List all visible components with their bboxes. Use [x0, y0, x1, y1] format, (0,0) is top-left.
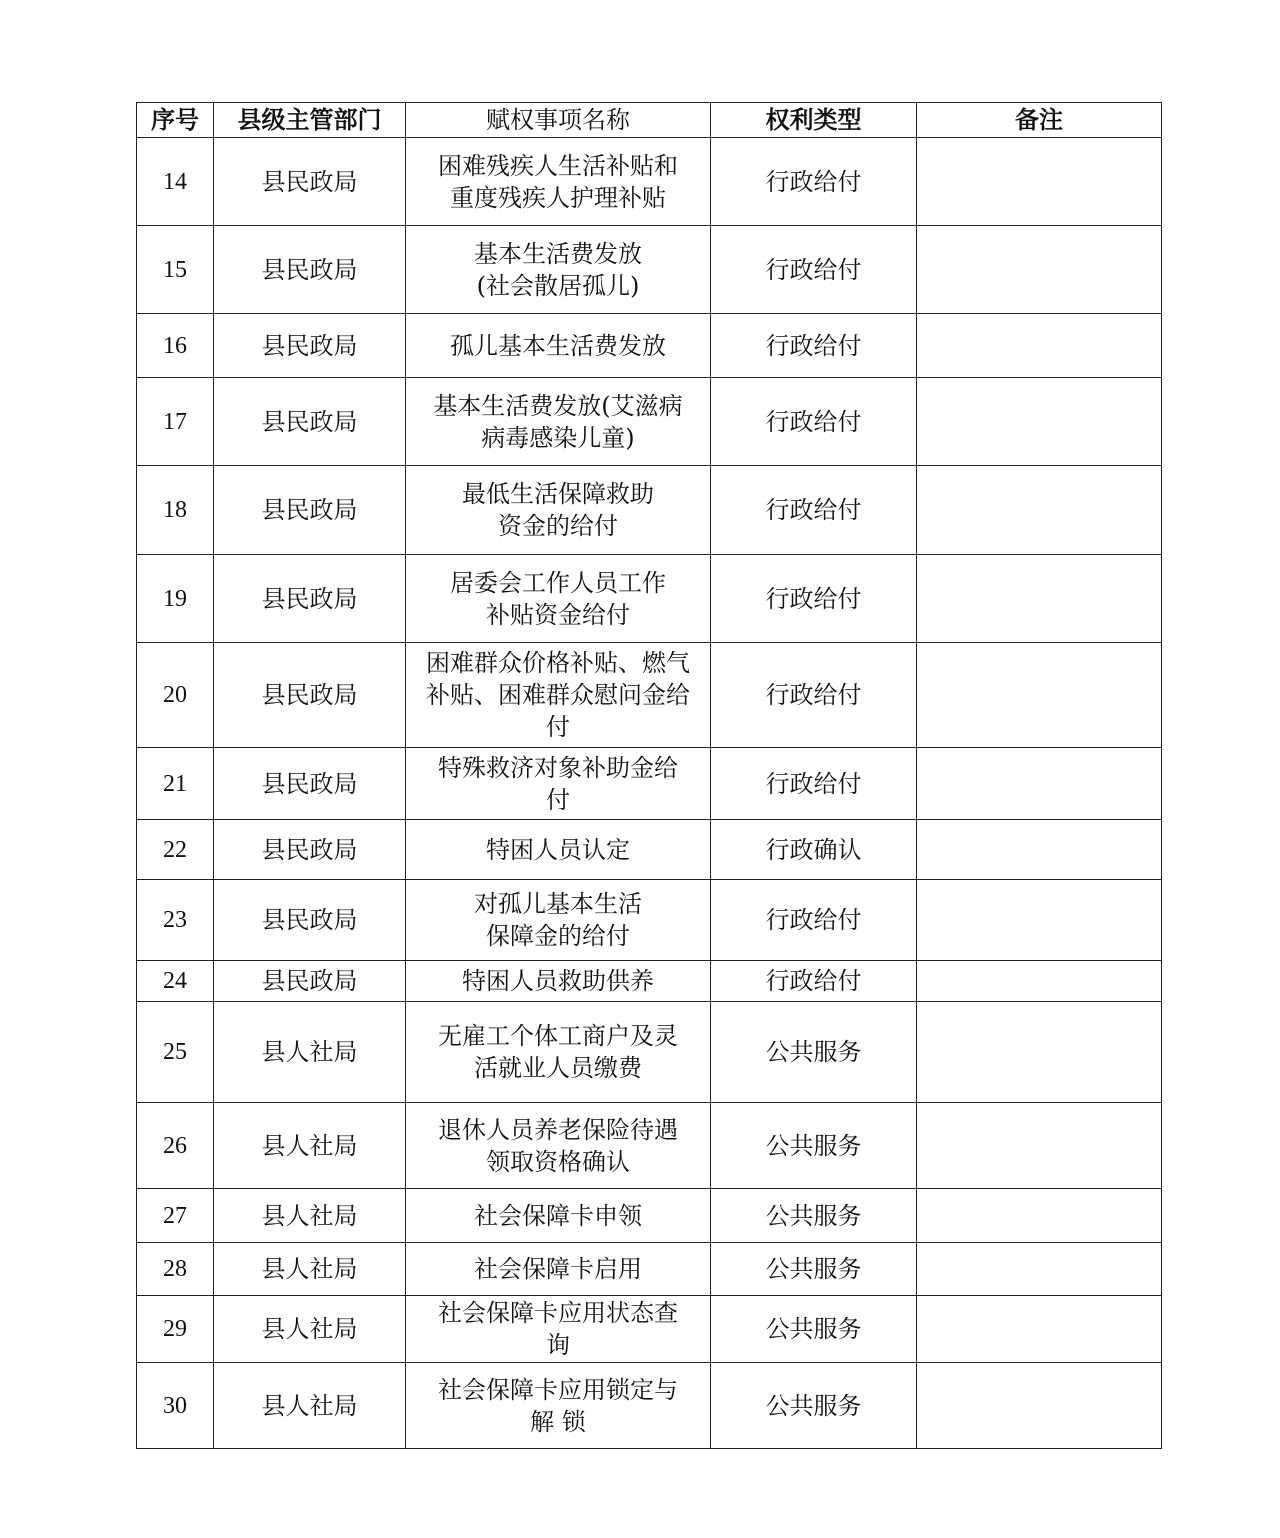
matter-name-line: 社会保障卡应用锁定与: [438, 1375, 678, 1404]
row-index: 29: [137, 1296, 214, 1363]
table-row: [137, 226, 1162, 314]
row-remarks: [917, 880, 1162, 961]
row-right-type: 行政确认: [711, 820, 917, 880]
table-row: [137, 1363, 1162, 1449]
row-right-type: 行政给付: [711, 226, 917, 314]
matter-name-line: 活就业人员缴费: [474, 1054, 642, 1082]
matter-name-line: 居委会工作人员工作: [450, 568, 666, 597]
row-right-type: 行政给付: [711, 643, 917, 748]
row-right-type: 行政给付: [711, 555, 917, 643]
row-right-type: 公共服务: [711, 1189, 917, 1243]
row-department: 县人社局: [214, 1103, 406, 1189]
table-row: [137, 1103, 1162, 1189]
row-remarks: [917, 1243, 1162, 1296]
row-remarks: [917, 1189, 1162, 1243]
row-department: 县民政局: [214, 961, 406, 1002]
row-remarks: [917, 1002, 1162, 1103]
table-row: [137, 555, 1162, 643]
row-remarks: [917, 748, 1162, 820]
row-department: 县人社局: [214, 1296, 406, 1363]
table-row: [137, 1296, 1162, 1363]
row-matter-name: [406, 748, 711, 820]
row-right-type: 行政给付: [711, 138, 917, 226]
row-department: 县民政局: [214, 555, 406, 643]
row-remarks: [917, 226, 1162, 314]
header-row: [137, 103, 1162, 138]
row-department: 县民政局: [214, 748, 406, 820]
row-right-type: 行政给付: [711, 378, 917, 466]
row-index: 24: [137, 961, 214, 1002]
matter-name-line: 病毒感染儿童): [481, 423, 635, 452]
row-matter-name: [406, 138, 711, 226]
row-matter-name: [406, 820, 711, 880]
table-row: [137, 314, 1162, 378]
row-department: 县民政局: [214, 314, 406, 378]
row-matter-name: [406, 226, 711, 314]
matters-table: [136, 102, 1162, 1449]
row-right-type: 行政给付: [711, 314, 917, 378]
matter-name-line: 询: [546, 1331, 570, 1359]
row-matter-name: [406, 880, 711, 961]
matter-name-line: 付: [546, 785, 570, 814]
row-right-type: 行政给付: [711, 748, 917, 820]
row-remarks: [917, 1296, 1162, 1363]
row-department: 县人社局: [214, 1243, 406, 1296]
row-matter-name: [406, 378, 711, 466]
matter-name-line: 社会保障卡申领: [474, 1201, 642, 1230]
matter-name-line: 保障金的给付: [486, 922, 630, 950]
row-matter-name: [406, 961, 711, 1002]
matter-name-line: 资金的给付: [498, 512, 618, 540]
row-index: 19: [137, 555, 214, 643]
row-index: 25: [137, 1002, 214, 1103]
row-right-type: 行政给付: [711, 880, 917, 961]
row-matter-name: [406, 1363, 711, 1449]
header-department: 县级主管部门: [214, 103, 406, 138]
matter-name-line: 领取资格确认: [486, 1147, 630, 1176]
matter-name-line: 社会保障卡启用: [474, 1255, 642, 1283]
row-matter-name: [406, 643, 711, 748]
row-index: 20: [137, 643, 214, 748]
matter-name-line: 困难群众价格补贴、燃气: [426, 649, 690, 677]
matter-name-line: 基本生活费发放(艾滋病: [433, 391, 683, 420]
row-matter-name: [406, 314, 711, 378]
matter-name-line: 困难残疾人生活补贴和: [438, 151, 678, 180]
row-remarks: [917, 820, 1162, 880]
row-index: 14: [137, 138, 214, 226]
row-remarks: [917, 466, 1162, 555]
row-department: 县民政局: [214, 820, 406, 880]
row-department: 县人社局: [214, 1363, 406, 1449]
row-department: 县民政局: [214, 880, 406, 961]
row-index: 23: [137, 880, 214, 961]
row-index: 18: [137, 466, 214, 555]
table-row: [137, 1243, 1162, 1296]
table-row: [137, 138, 1162, 226]
row-department: 县人社局: [214, 1189, 406, 1243]
matter-name-line: 补贴资金给付: [486, 600, 630, 629]
matter-name-line: 社会保障卡应用状态查: [438, 1299, 678, 1327]
row-department: 县民政局: [214, 466, 406, 555]
table-row: [137, 961, 1162, 1002]
row-matter-name: [406, 555, 711, 643]
header-index: 序号: [137, 103, 214, 138]
matter-name-line: 退休人员养老保险待遇: [438, 1115, 678, 1144]
header-remarks: 备注: [917, 103, 1162, 138]
row-right-type: 行政给付: [711, 961, 917, 1002]
matter-name-line: 基本生活费发放: [474, 239, 642, 268]
matter-name-line: 补贴、困难群众慰问金给: [426, 681, 690, 709]
row-department: 县人社局: [214, 1002, 406, 1103]
row-matter-name: [406, 1243, 711, 1296]
row-remarks: [917, 378, 1162, 466]
table-row: [137, 748, 1162, 820]
table-row: [137, 1189, 1162, 1243]
row-remarks: [917, 1103, 1162, 1189]
row-remarks: [917, 138, 1162, 226]
row-index: 17: [137, 378, 214, 466]
row-department: 县民政局: [214, 138, 406, 226]
table-row: [137, 378, 1162, 466]
header-right-type: 权利类型: [711, 103, 917, 138]
row-remarks: [917, 961, 1162, 1002]
row-department: 县民政局: [214, 378, 406, 466]
row-right-type: 公共服务: [711, 1103, 917, 1189]
matter-name-line: (社会散居孤儿): [476, 271, 640, 300]
matter-name-line: 孤儿基本生活费发放: [450, 331, 666, 360]
matter-name-line: 解 锁: [530, 1407, 586, 1436]
table-row: [137, 820, 1162, 880]
matter-name-line: 付: [546, 713, 570, 741]
matter-name-line: 对孤儿基本生活: [474, 890, 642, 918]
matter-name-line: 特殊救济对象补助金给: [438, 753, 678, 782]
row-remarks: [917, 314, 1162, 378]
row-index: 22: [137, 820, 214, 880]
row-department: 县民政局: [214, 643, 406, 748]
row-remarks: [917, 1363, 1162, 1449]
table-row: [137, 880, 1162, 961]
matter-name-line: 特困人员救助供养: [462, 967, 654, 995]
matter-name-line: 重度残疾人护理补贴: [450, 183, 666, 212]
matter-name-line: 特困人员认定: [486, 835, 630, 864]
matter-name-line: 最低生活保障救助: [462, 480, 654, 508]
row-index: 30: [137, 1363, 214, 1449]
row-index: 28: [137, 1243, 214, 1296]
row-matter-name: [406, 1189, 711, 1243]
row-department: 县民政局: [214, 226, 406, 314]
table-row: [137, 466, 1162, 555]
table-body: [137, 138, 1162, 1449]
row-matter-name: [406, 1296, 711, 1363]
row-right-type: 公共服务: [711, 1243, 917, 1296]
row-remarks: [917, 555, 1162, 643]
table-row: [137, 1002, 1162, 1103]
row-index: 15: [137, 226, 214, 314]
row-right-type: 行政给付: [711, 466, 917, 555]
header-matter-name: 赋权事项名称: [406, 103, 711, 138]
row-matter-name: [406, 466, 711, 555]
row-right-type: 公共服务: [711, 1363, 917, 1449]
row-index: 16: [137, 314, 214, 378]
table-row: [137, 643, 1162, 748]
row-matter-name: [406, 1103, 711, 1189]
row-right-type: 公共服务: [711, 1296, 917, 1363]
row-index: 26: [137, 1103, 214, 1189]
row-remarks: [917, 643, 1162, 748]
row-index: 27: [137, 1189, 214, 1243]
row-matter-name: [406, 1002, 711, 1103]
row-right-type: 公共服务: [711, 1002, 917, 1103]
row-index: 21: [137, 748, 214, 820]
matter-name-line: 无雇工个体工商户及灵: [438, 1022, 678, 1050]
